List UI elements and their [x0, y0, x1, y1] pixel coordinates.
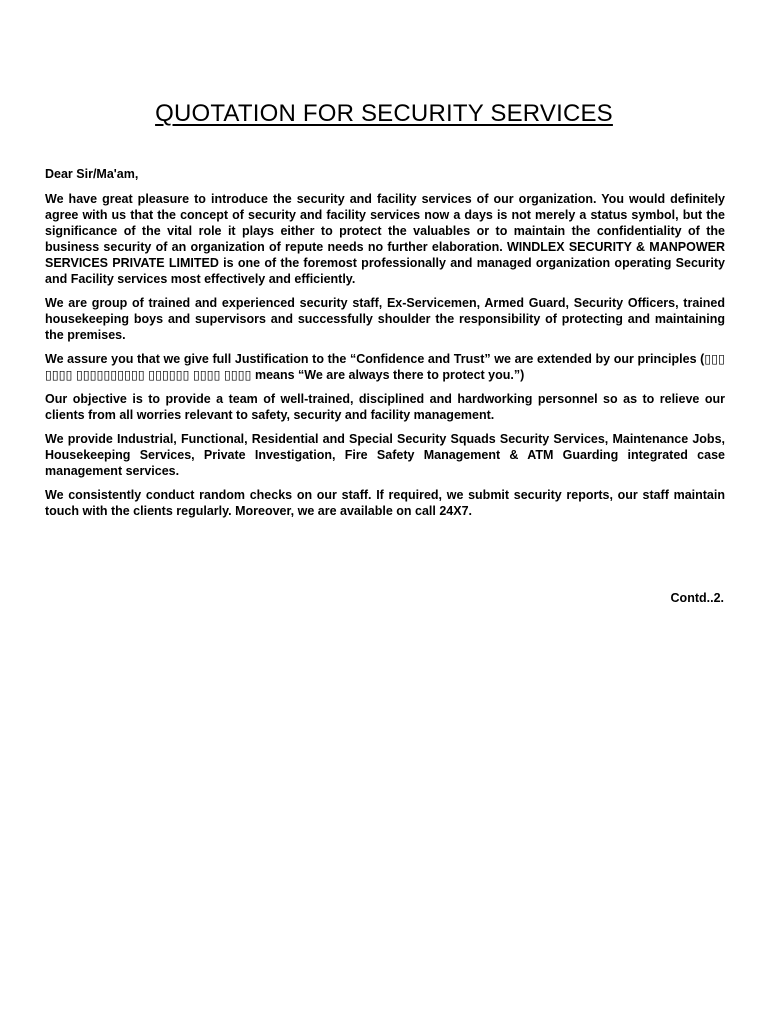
paragraph-checks: We consistently conduct random checks on our staff. If required, we submit security reports, our staff maintain touch with the clients regularly. Moreover, we are available on call 24X7. [45, 488, 725, 518]
paragraph-introduction: We have great pleasure to introduce the security and facility services of our organization. You would definitely agree with us that the concept of security and facility services now a days is not merely a status symbol, but the significance of the vital role it plays either to protect the valuables or to maintain the confidentiality of the business security of an organization of repute needs no further elaboration. WINDLEX SECURITY & MANPOWER SERVICES PRIVATE LIMITED is one of the foremost professionally and managed organization operating Security and Facility services most effectively and efficiently. [45, 192, 725, 286]
paragraph-services: We provide Industrial, Functional, Residential and Special Security Squads Security Services, Maintenance Jobs, Housekeeping Services, Private Investigation, Fire Safety Management & ATM Guarding integrated case management services. [45, 432, 725, 478]
document-title: QUOTATION FOR SECURITY SERVICES [155, 100, 613, 127]
paragraph-assurance: We assure you that we give full Justification to the “Confidence and Trust” we are extended by our principles (▯▯▯ ▯▯▯▯ ▯▯▯▯▯▯▯▯▯▯ ▯▯▯▯▯▯ ▯▯▯▯ ▯▯▯▯ means “We are always there to protect you.”) [45, 352, 725, 382]
paragraph-objective: Our objective is to provide a team of well-trained, disciplined and hardworking personnel so as to relieve our clients from all worries relevant to safety, security and facility management. [45, 392, 725, 422]
letter-body [45, 166, 725, 527]
continuation-note: Contd..2. [670, 591, 724, 605]
paragraph-team: We are group of trained and experienced security staff, Ex-Servicemen, Armed Guard, Security Officers, trained housekeeping boys and supervisors and successfully shoulder the responsibility of protecting and maintaining the premises. [45, 296, 725, 342]
salutation: Dear Sir/Ma'am, [45, 167, 139, 181]
